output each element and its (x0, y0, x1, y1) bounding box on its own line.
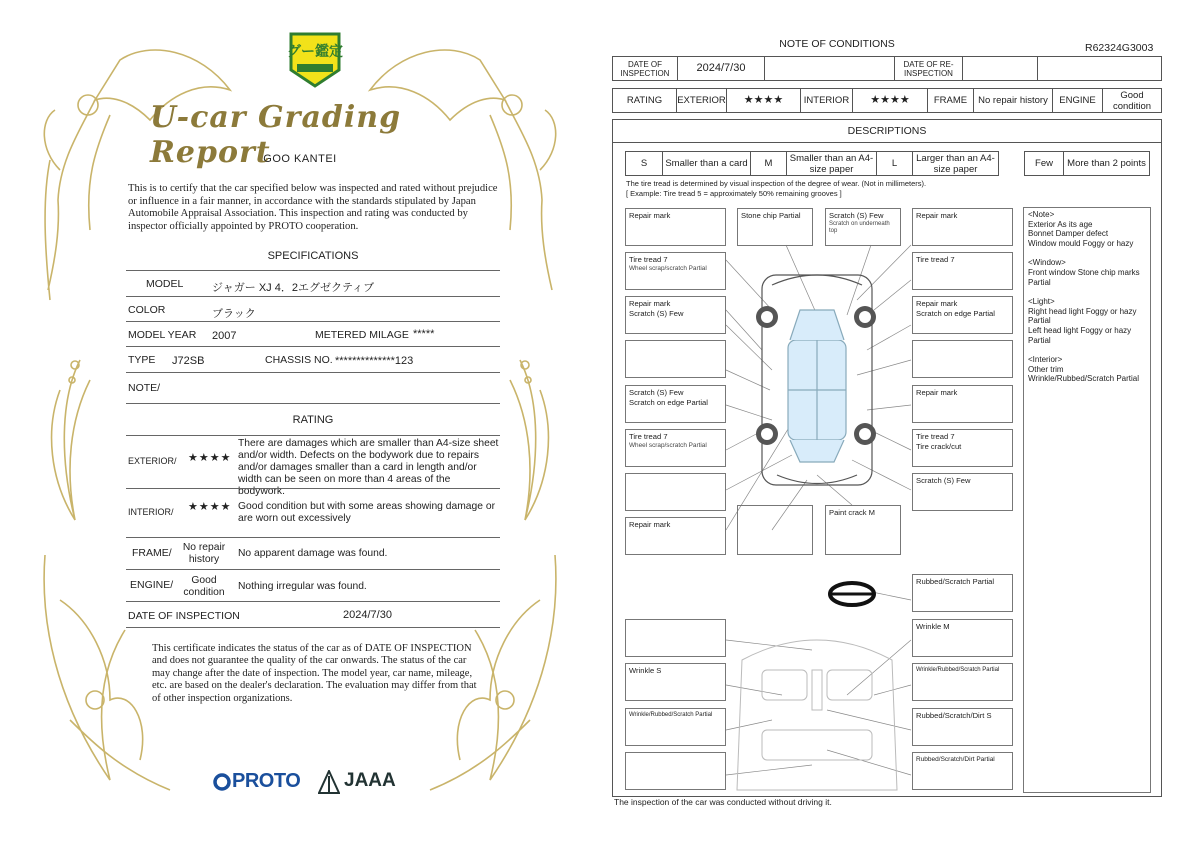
date-row (612, 56, 1162, 81)
conditions-footer: The inspection of the car was conducted without driving it. (614, 797, 832, 807)
legend-s: S (640, 158, 648, 169)
specifications-heading: SPECIFICATIONS (267, 250, 359, 262)
legend-l-desc: Larger than an A4-size paper (912, 152, 998, 175)
legend-m: M (750, 152, 786, 175)
note-bottom-3: Paint crack M (825, 505, 901, 555)
interior-note-right-5: Rubbed/Scratch/Dirt Partial (912, 752, 1013, 790)
proto-logo-icon (213, 772, 231, 794)
note-top-3: Scratch (S) Few Scratch on underneath top (825, 208, 901, 246)
color-label: COLOR (128, 304, 166, 316)
proto-logo: PROTO (232, 770, 301, 792)
few-legend (1024, 151, 1150, 176)
note-right-3: Repair mark Scratch on edge Partial (912, 296, 1013, 334)
note-right-7: Scratch (S) Few (912, 473, 1013, 511)
engine-value: Good condition (1102, 89, 1161, 112)
note-left-5: Scratch (S) Few Scratch on edge Partial (625, 385, 726, 423)
steering-wheel-icon (830, 583, 874, 605)
frame-desc: No apparent damage was found. (238, 548, 388, 559)
note-left-8: Repair mark (625, 517, 726, 555)
interior-note-right-3: Wrinkle/Rubbed/Scratch Partial (912, 663, 1013, 701)
badge-text: グー鑑定 (287, 44, 343, 60)
tread-note: The tire tread is determined by visual inspection of the degree of wear. (Not in millimeters). [ Example: Tire tread 5 = approximately 50% remaining grooves ] (626, 179, 927, 198)
report-title: U-car Grading Report (150, 100, 402, 170)
date-value: 2024/7/30 (677, 57, 764, 80)
certificate-intro: This is to certify that the car specified below was inspected and rated without prejudice or influence in a fair manner, in accordance with the standards stipulated by Japan Automobile Appraisal Association. This inspection and rating was conducted by inspector officially appointed by PROTO cooperation. (128, 183, 498, 232)
note-left-7 (625, 473, 726, 511)
frame-value: No repair history (973, 89, 1052, 112)
note-right-6: Tire tread 7 Tire crack/cut (912, 429, 1013, 467)
exterior-stars: ★★★★ (188, 452, 232, 464)
interior-desc: Good condition but with some areas showing damage or are worn out excessively (238, 501, 495, 524)
interior-note-right-2: Wrinkle M (912, 619, 1013, 657)
legend-s-desc: Smaller than a card (662, 152, 750, 175)
type-label: TYPE (128, 354, 156, 366)
certificate-footer: This certificate indicates the status of the car as of DATE OF INSPECTION and does not guarantee the quality of the car onwards. The status of the car may change after the date of inspection. The model year, car name, mileage, etc. are based on the dealer's declaration. The evaluation may differ from that of other inspection organizations. (152, 643, 477, 704)
note-of-conditions-title: NOTE OF CONDITIONS (779, 38, 895, 50)
date-of-inspection-value: 2024/7/30 (343, 609, 392, 621)
legend-l: L (876, 152, 912, 175)
frame-label: FRAME/ (132, 547, 172, 559)
exterior-label: EXTERIOR/ (128, 456, 177, 466)
reinspection-label: DATE OF RE-INSPECTION (894, 57, 962, 80)
note-bottom-2 (737, 505, 813, 555)
model-year-label: MODEL YEAR (128, 329, 197, 341)
engine-label: ENGINE/ (130, 579, 174, 591)
report-code: R62324G3003 (1085, 42, 1154, 54)
jaaa-logo: JAAA (344, 770, 396, 791)
rating-row (612, 88, 1162, 113)
interior-label: INTERIOR/ (128, 507, 174, 517)
chassis-label: CHASSIS NO. (265, 354, 333, 366)
jaaa-logo-icon (318, 770, 340, 794)
interior-note-right-4: Rubbed/Scratch/Dirt S (912, 708, 1013, 746)
descriptions-heading: DESCRIPTIONS (612, 119, 1162, 143)
exterior-stars: ★★★★ (726, 89, 800, 112)
interior-note-left-2: Wrinkle S (625, 663, 726, 701)
date-label: DATE OF INSPECTION (620, 59, 670, 78)
note-left-3: Repair mark Scratch (S) Few (625, 296, 726, 334)
size-legend (625, 151, 999, 176)
legend-few: Few (1035, 158, 1053, 169)
frame-label: FRAME (927, 89, 973, 112)
goo-kantei-badge-icon (287, 30, 343, 90)
interior-note-left-4 (625, 752, 726, 790)
type-value: J72SB (172, 355, 205, 367)
note-label: NOTE/ (128, 382, 161, 394)
interior-label: INTERIOR (800, 89, 852, 112)
note-left-1: Repair mark (625, 208, 726, 246)
legend-few-desc: More than 2 points (1063, 152, 1149, 175)
frame-value: No repair history (182, 542, 226, 565)
mileage-value: ***** (413, 328, 435, 340)
engine-label: ENGINE (1052, 89, 1102, 112)
note-right-5: Repair mark (912, 385, 1013, 423)
date-of-inspection-label: DATE OF INSPECTION (128, 610, 240, 622)
rating-heading: RATING (292, 414, 334, 426)
model-label: MODEL (146, 278, 184, 290)
mileage-label: METERED MILAGE (315, 329, 409, 341)
note-left-4 (625, 340, 726, 378)
exterior-desc: There are damages which are smaller than A4-size sheet and/or width. Defects on the bodywork due to repairs and/or damages smaller than a card in length and/or width can be seen on more than 4 areas of the bodywork. (238, 438, 499, 497)
engine-value: Good condition (183, 575, 225, 598)
note-right-2: Tire tread 7 (912, 252, 1013, 290)
model-value: ジャガー XJ 4．2エグゼクティブ (212, 282, 375, 294)
interior-note-right-1: Rubbed/Scratch Partial (912, 574, 1013, 612)
interior-stars: ★★★★ (852, 89, 927, 112)
exterior-label: EXTERIOR (676, 89, 726, 112)
note-left-2: Tire tread 7 Wheel scrap/scratch Partial (625, 252, 726, 290)
note-top-2: Stone chip Partial (737, 208, 813, 246)
chassis-value: **************123 (335, 355, 414, 367)
note-right-4 (912, 340, 1013, 378)
interior-note-left-3: Wrinkle/Rubbed/Scratch Partial (625, 708, 726, 746)
interior-note-left-1 (625, 619, 726, 657)
legend-m-desc: Smaller than an A4-size paper (786, 152, 876, 175)
interior-stars: ★★★★ (188, 501, 232, 513)
engine-desc: Nothing irregular was found. (238, 581, 367, 592)
rating-label: RATING (626, 95, 663, 106)
note-right-1: Repair mark (912, 208, 1013, 246)
side-notes-panel: <Note> Exterior As its age Bonnet Damper defect Window mould Foggy or hazy <Window> Front window Stone chip marks Partial <Light> Right head light Foggy or hazy Partial Left head light Foggy or hazy Partial <Interior> Other trim Wrinkle/Rubbed/Scratch Partial (1023, 207, 1151, 793)
note-left-6: Tire tread 7 Wheel scrap/scratch Partial (625, 429, 726, 467)
model-year-value: 2007 (212, 330, 237, 342)
color-value: ブラック (212, 308, 256, 320)
report-subtitle: GOO KANTEI (263, 153, 337, 165)
